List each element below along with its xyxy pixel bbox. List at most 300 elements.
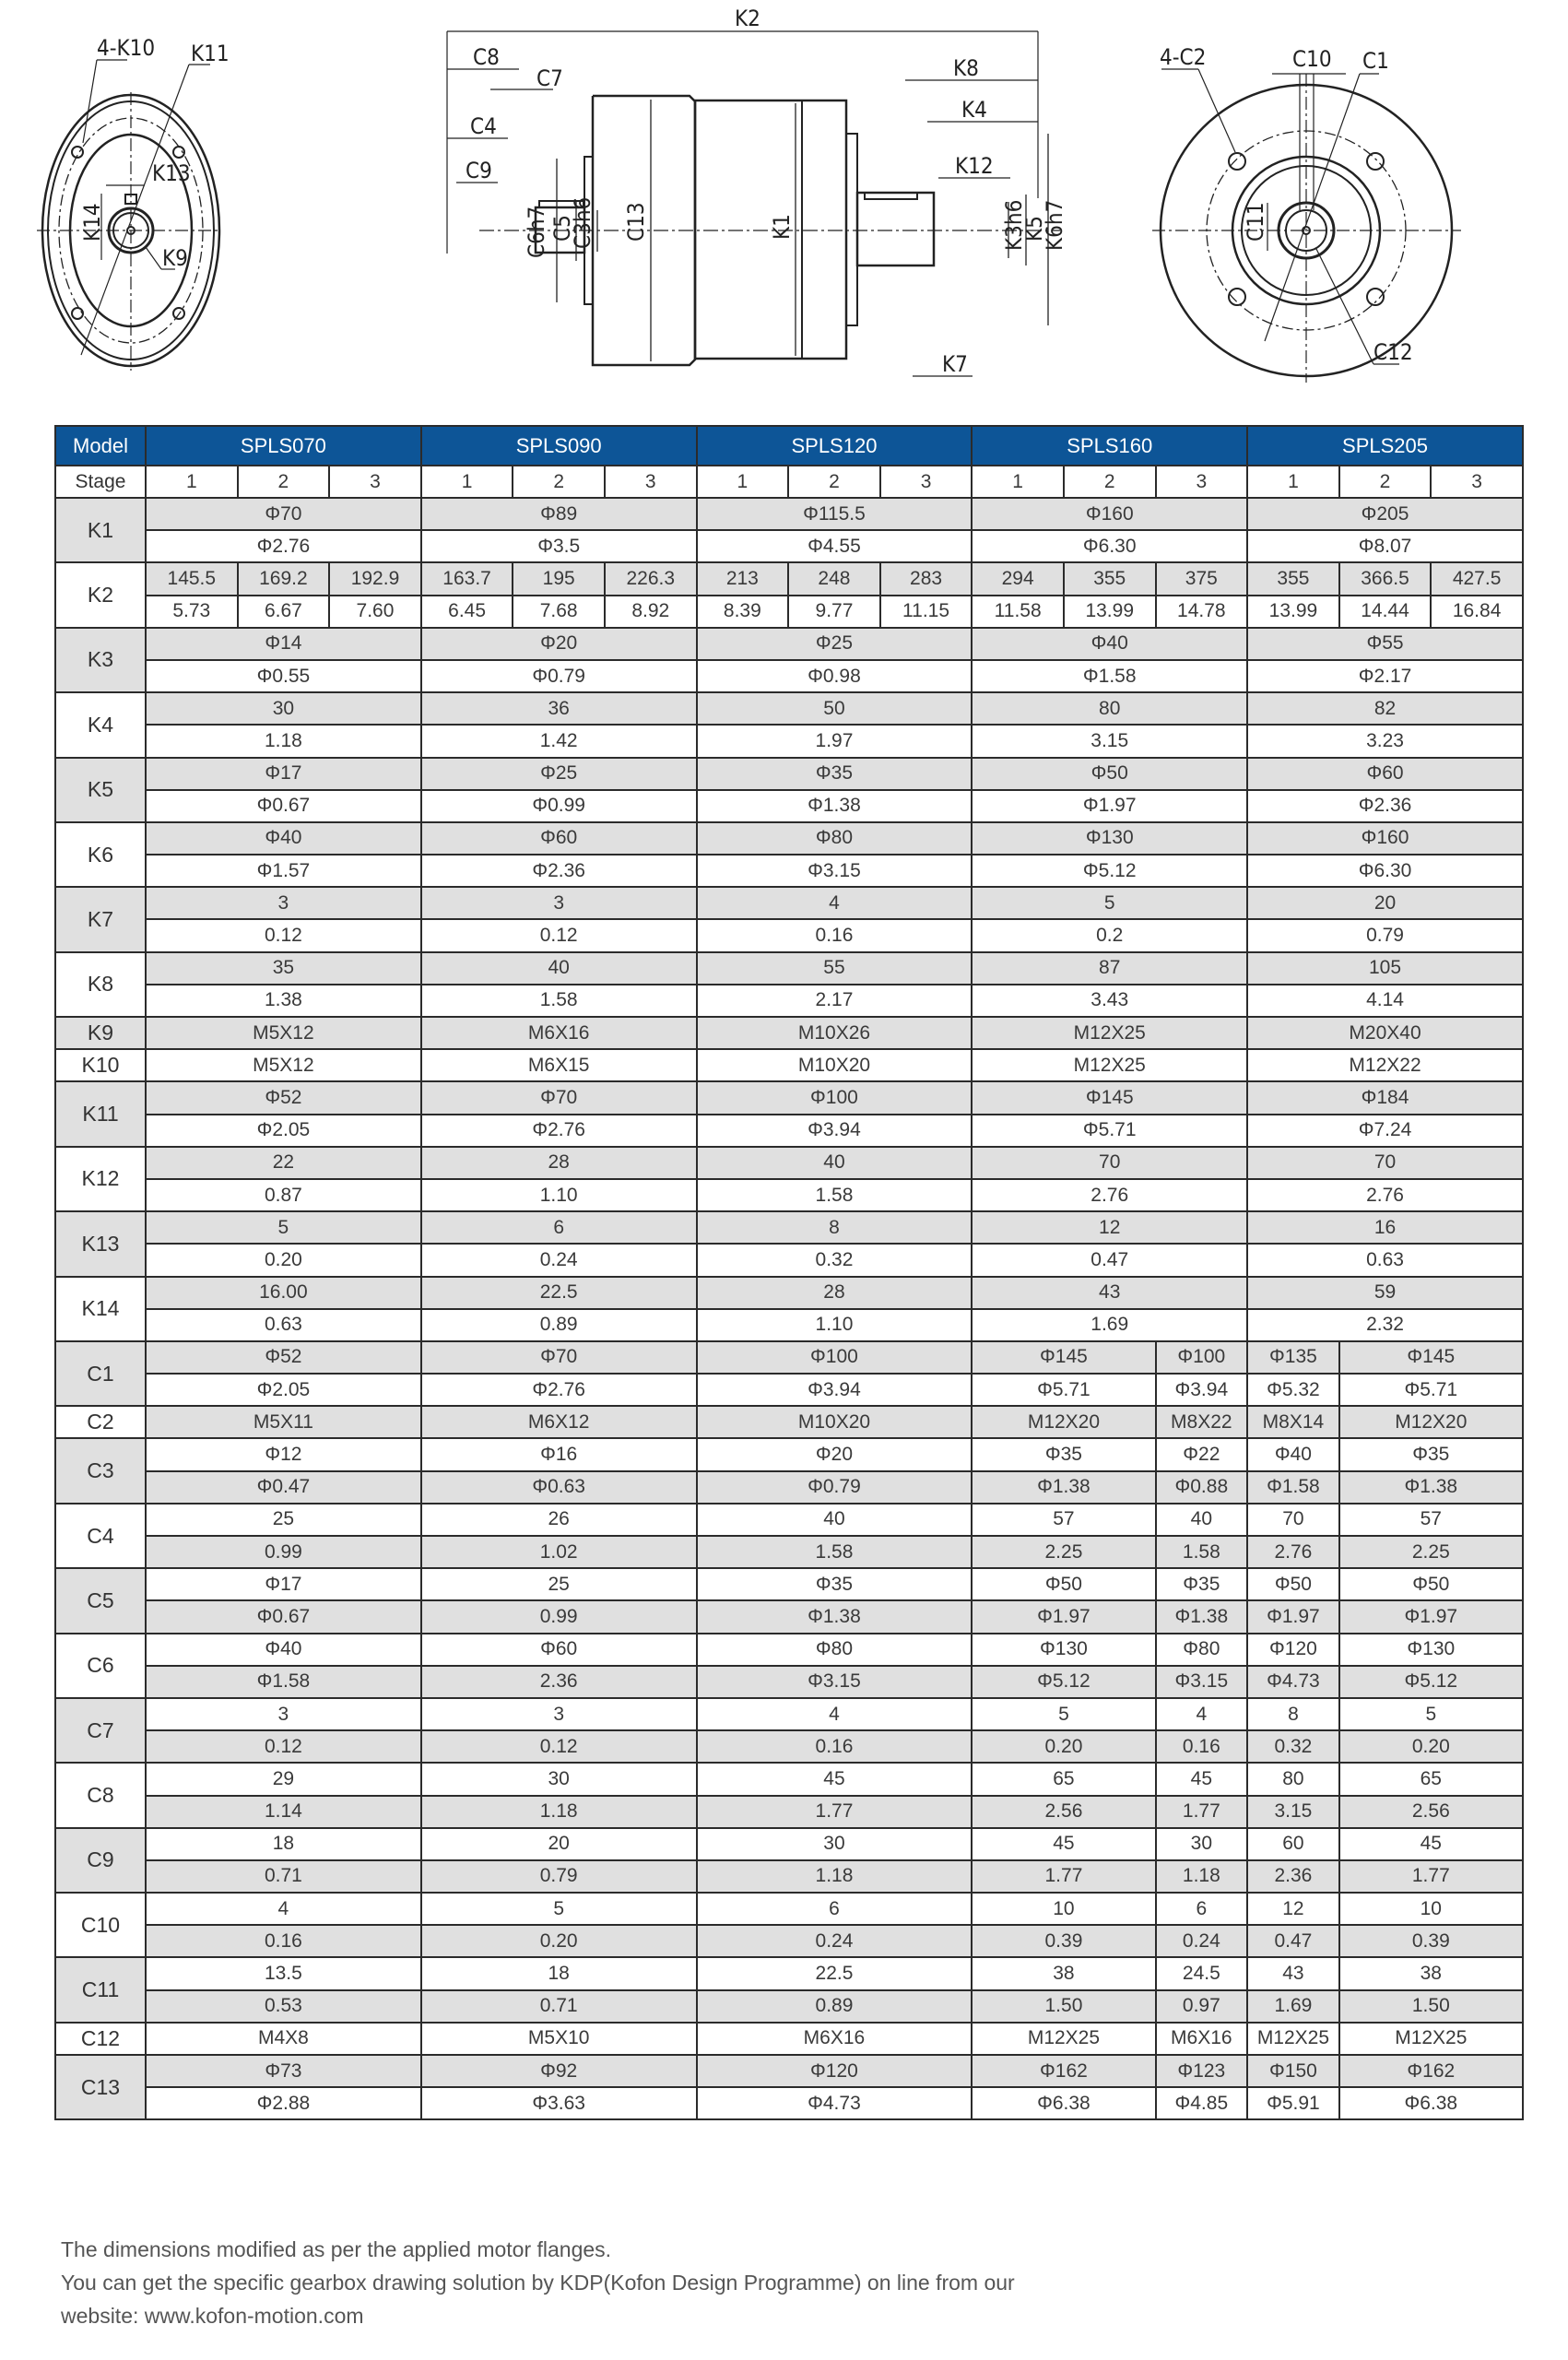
value-cell: 55 <box>697 952 973 985</box>
value-cell: 0.47 <box>972 1244 1247 1276</box>
dimension-label: C11 <box>55 1957 146 2022</box>
dim-label: C8 <box>473 44 500 70</box>
value-cell: 80 <box>1247 1763 1339 1795</box>
value-cell: 2.76 <box>1247 1179 1523 1211</box>
value-cell: Φ5.71 <box>972 1115 1247 1147</box>
value-cell: 2.56 <box>1339 1796 1523 1828</box>
table-row <box>55 1211 1523 1244</box>
table-row <box>55 692 1523 725</box>
model-label: Model <box>55 426 146 466</box>
value-cell: 213 <box>697 562 789 595</box>
dimension-label: C6 <box>55 1634 146 1698</box>
value-cell: Φ20 <box>421 628 697 660</box>
value-cell: 1.50 <box>972 1990 1155 2023</box>
stage-cell: 1 <box>972 466 1064 498</box>
dimension-label: C8 <box>55 1763 146 1827</box>
value-cell: 1.50 <box>1339 1990 1523 2023</box>
table-row <box>55 1374 1523 1406</box>
table-row <box>55 758 1523 790</box>
value-cell: 3.15 <box>972 725 1247 757</box>
value-cell: M12X25 <box>1339 2023 1523 2055</box>
dimension-label: K2 <box>55 562 146 627</box>
value-cell: 0.24 <box>1156 1925 1248 1957</box>
dim-label: C5 <box>549 215 575 242</box>
value-cell: M5X11 <box>146 1406 421 1438</box>
table-row <box>55 1115 1523 1147</box>
value-cell: 4 <box>1156 1698 1248 1730</box>
value-cell: Φ1.97 <box>972 1600 1155 1633</box>
table-row <box>55 1504 1523 1536</box>
value-cell: 10 <box>972 1893 1155 1925</box>
value-cell: Φ2.76 <box>146 530 421 562</box>
value-cell: Φ4.73 <box>697 2087 973 2119</box>
dim-label: C12 <box>1373 339 1413 365</box>
value-cell: M4X8 <box>146 2023 421 2055</box>
value-cell: 8.39 <box>697 596 789 628</box>
value-cell: 65 <box>1339 1763 1523 1795</box>
table-row <box>55 1536 1523 1568</box>
value-cell: 9.77 <box>788 596 880 628</box>
value-cell: 2.76 <box>1247 1536 1339 1568</box>
value-cell: M12X25 <box>972 1017 1247 1049</box>
value-cell: 2.56 <box>972 1796 1155 1828</box>
value-cell: 13.5 <box>146 1957 421 1989</box>
value-cell: 45 <box>1339 1828 1523 1860</box>
table-row <box>55 2087 1523 2119</box>
value-cell: 38 <box>1339 1957 1523 1989</box>
stage-cell: 1 <box>697 466 789 498</box>
value-cell: 145.5 <box>146 562 238 595</box>
value-cell: 0.99 <box>146 1536 421 1568</box>
value-cell: Φ4.55 <box>697 530 973 562</box>
value-cell: Φ3.94 <box>697 1115 973 1147</box>
value-cell: Φ0.47 <box>146 1471 421 1504</box>
value-cell: 1.58 <box>697 1179 973 1211</box>
value-cell: Φ17 <box>146 1568 421 1600</box>
right-end-view <box>1152 44 1461 383</box>
value-cell: 0.39 <box>972 1925 1155 1957</box>
value-cell: M12X25 <box>972 2023 1155 2055</box>
table-row <box>55 628 1523 660</box>
value-cell: M10X20 <box>697 1049 973 1081</box>
value-cell: 1.69 <box>1247 1990 1339 2023</box>
value-cell: M6X16 <box>697 2023 973 2055</box>
value-cell: 5 <box>972 1698 1155 1730</box>
value-cell: M6X12 <box>421 1406 697 1438</box>
stage-cell: 2 <box>788 466 880 498</box>
dim-label: K14 <box>79 203 105 242</box>
dimension-label: C2 <box>55 1406 146 1438</box>
value-cell: Φ35 <box>1339 1438 1523 1470</box>
value-cell: Φ205 <box>1247 498 1523 530</box>
value-cell: Φ145 <box>972 1081 1247 1114</box>
value-cell: 0.16 <box>697 919 973 951</box>
value-cell: 5 <box>1339 1698 1523 1730</box>
dimension-label: C9 <box>55 1828 146 1893</box>
value-cell: Φ3.63 <box>421 2087 697 2119</box>
dim-label: C3h6 <box>570 196 595 249</box>
value-cell: 0.71 <box>421 1990 697 2023</box>
value-cell: 29 <box>146 1763 421 1795</box>
table-row <box>55 1634 1523 1666</box>
value-cell: 1.42 <box>421 725 697 757</box>
table-row <box>55 1147 1523 1179</box>
value-cell: 0.16 <box>697 1730 973 1763</box>
table-row <box>55 1893 1523 1925</box>
value-cell: 14.44 <box>1339 596 1432 628</box>
value-cell: M5X12 <box>146 1017 421 1049</box>
dim-label: K1 <box>769 214 795 240</box>
table-row <box>55 985 1523 1017</box>
value-cell: 38 <box>972 1957 1155 1989</box>
value-cell: 0.16 <box>146 1925 421 1957</box>
value-cell: 3 <box>146 1698 421 1730</box>
value-cell: Φ92 <box>421 2055 697 2087</box>
table-row <box>55 530 1523 562</box>
value-cell: Φ160 <box>972 498 1247 530</box>
value-cell: Φ1.57 <box>146 855 421 887</box>
value-cell: 1.77 <box>1339 1860 1523 1893</box>
value-cell: 14.78 <box>1156 596 1248 628</box>
footer-note: The dimensions modified as per the applied motor flanges. <box>61 2237 612 2261</box>
dimension-table <box>54 425 1524 2120</box>
value-cell: 65 <box>972 1763 1155 1795</box>
value-cell: 2.76 <box>972 1179 1247 1211</box>
table-row <box>55 1081 1523 1114</box>
value-cell: 18 <box>146 1828 421 1860</box>
model-header-spls120: SPLS120 <box>697 426 973 466</box>
value-cell: 1.18 <box>146 725 421 757</box>
table-row <box>55 1730 1523 1763</box>
value-cell: Φ25 <box>421 758 697 790</box>
value-cell: Φ3.15 <box>1156 1666 1248 1698</box>
footer-note: You can get the specific gearbox drawing solution by KDP(Kofon Design Programme) on line from our <box>61 2271 1015 2295</box>
dimension-label: K7 <box>55 887 146 951</box>
dimension-label: C4 <box>55 1504 146 1568</box>
value-cell: Φ0.88 <box>1156 1471 1248 1504</box>
dimension-label: K4 <box>55 692 146 757</box>
table-row <box>55 1017 1523 1049</box>
value-cell: Φ1.38 <box>1339 1471 1523 1504</box>
stage-cell: 3 <box>329 466 421 498</box>
value-cell: Φ1.38 <box>972 1471 1155 1504</box>
model-header-spls205: SPLS205 <box>1247 426 1523 466</box>
value-cell: 366.5 <box>1339 562 1432 595</box>
value-cell: 1.58 <box>697 1536 973 1568</box>
value-cell: 1.97 <box>697 725 973 757</box>
value-cell: 16 <box>1247 1211 1523 1244</box>
value-cell: Φ120 <box>697 2055 973 2087</box>
table-body <box>55 498 1523 2119</box>
value-cell: 0.71 <box>146 1860 421 1893</box>
value-cell: Φ0.98 <box>697 660 973 692</box>
value-cell: Φ130 <box>1339 1634 1523 1666</box>
dim-label: K5 <box>1021 216 1047 242</box>
value-cell: 105 <box>1247 952 1523 985</box>
value-cell: M12X25 <box>1247 2023 1339 2055</box>
table-row <box>55 1471 1523 1504</box>
value-cell: 43 <box>972 1277 1247 1309</box>
value-cell: Φ100 <box>1156 1341 1248 1374</box>
value-cell: 0.32 <box>697 1244 973 1276</box>
value-cell: 40 <box>421 952 697 985</box>
value-cell: M12X25 <box>972 1049 1247 1081</box>
value-cell: Φ1.97 <box>1339 1600 1523 1633</box>
value-cell: 80 <box>972 692 1247 725</box>
value-cell: 5 <box>146 1211 421 1244</box>
value-cell: Φ115.5 <box>697 498 973 530</box>
table-row <box>55 1179 1523 1211</box>
value-cell: 0.47 <box>1247 1925 1339 1957</box>
value-cell: Φ100 <box>697 1341 973 1374</box>
value-cell: 1.58 <box>1156 1536 1248 1568</box>
stage-cell: 2 <box>513 466 605 498</box>
value-cell: Φ184 <box>1247 1081 1523 1114</box>
value-cell: 3.15 <box>1247 1796 1339 1828</box>
value-cell: 226.3 <box>605 562 697 595</box>
value-cell: Φ5.32 <box>1247 1374 1339 1406</box>
value-cell: 45 <box>972 1828 1155 1860</box>
value-cell: 0.20 <box>421 1925 697 1957</box>
value-cell: 28 <box>421 1147 697 1179</box>
value-cell: Φ145 <box>1339 1341 1523 1374</box>
value-cell: Φ120 <box>1247 1634 1339 1666</box>
value-cell: Φ4.73 <box>1247 1666 1339 1698</box>
value-cell: 59 <box>1247 1277 1523 1309</box>
value-cell: Φ7.24 <box>1247 1115 1523 1147</box>
table-row <box>55 1763 1523 1795</box>
value-cell: 2.36 <box>1247 1860 1339 1893</box>
table-row <box>55 562 1523 595</box>
value-cell: Φ80 <box>697 1634 973 1666</box>
value-cell: Φ35 <box>972 1438 1155 1470</box>
value-cell: 0.12 <box>146 919 421 951</box>
dimension-label: C5 <box>55 1568 146 1633</box>
value-cell: Φ1.58 <box>146 1666 421 1698</box>
value-cell: Φ5.71 <box>972 1374 1155 1406</box>
value-cell: Φ6.38 <box>972 2087 1155 2119</box>
dimension-label: C13 <box>55 2055 146 2119</box>
value-cell: Φ123 <box>1156 2055 1248 2087</box>
table-row <box>55 822 1523 855</box>
dim-label: C13 <box>623 202 649 242</box>
value-cell: 3 <box>421 1698 697 1730</box>
value-cell: M5X12 <box>146 1049 421 1081</box>
value-cell: 195 <box>513 562 605 595</box>
value-cell: 7.60 <box>329 596 421 628</box>
value-cell: 0.79 <box>421 1860 697 1893</box>
value-cell: 5 <box>421 1893 697 1925</box>
value-cell: Φ2.36 <box>1247 790 1523 822</box>
value-cell: Φ1.97 <box>972 790 1247 822</box>
value-cell: 169.2 <box>238 562 330 595</box>
table-row <box>55 887 1523 919</box>
value-cell: 6.67 <box>238 596 330 628</box>
value-cell: 0.24 <box>697 1925 973 1957</box>
dimension-label: K9 <box>55 1017 146 1049</box>
table-row <box>55 1796 1523 1828</box>
dimension-label: K13 <box>55 1211 146 1276</box>
value-cell: Φ2.88 <box>146 2087 421 2119</box>
value-cell: 20 <box>421 1828 697 1860</box>
value-cell: M10X20 <box>697 1406 973 1438</box>
value-cell: Φ162 <box>972 2055 1155 2087</box>
value-cell: 57 <box>972 1504 1155 1536</box>
value-cell: 30 <box>146 692 421 725</box>
value-cell: 60 <box>1247 1828 1339 1860</box>
value-cell: 3.43 <box>972 985 1247 1017</box>
stage-cell: 1 <box>146 466 238 498</box>
value-cell: 70 <box>972 1147 1247 1179</box>
side-view <box>447 6 1067 377</box>
value-cell: 1.77 <box>697 1796 973 1828</box>
value-cell: 1.77 <box>972 1860 1155 1893</box>
value-cell: 35 <box>146 952 421 985</box>
value-cell: 294 <box>972 562 1064 595</box>
value-cell: M10X26 <box>697 1017 973 1049</box>
dim-label: K9 <box>162 245 188 271</box>
value-cell: Φ50 <box>1339 1568 1523 1600</box>
table-row <box>55 1568 1523 1600</box>
dim-label: K6h7 <box>1042 199 1067 251</box>
value-cell: 1.18 <box>1156 1860 1248 1893</box>
dimension-label: C12 <box>55 2023 146 2055</box>
value-cell: Φ14 <box>146 628 421 660</box>
value-cell: Φ70 <box>421 1081 697 1114</box>
value-cell: Φ6.30 <box>972 530 1247 562</box>
value-cell: M6X15 <box>421 1049 697 1081</box>
value-cell: 26 <box>421 1504 697 1536</box>
value-cell: 4 <box>697 1698 973 1730</box>
value-cell: Φ73 <box>146 2055 421 2087</box>
table-row <box>55 1277 1523 1309</box>
value-cell: 28 <box>697 1277 973 1309</box>
value-cell: 20 <box>1247 887 1523 919</box>
value-cell: 4.14 <box>1247 985 1523 1017</box>
value-cell: 0.99 <box>421 1600 697 1633</box>
value-cell: 0.12 <box>421 1730 697 1763</box>
value-cell: 375 <box>1156 562 1248 595</box>
value-cell: 2.36 <box>421 1666 697 1698</box>
value-cell: Φ1.58 <box>1247 1471 1339 1504</box>
dimension-label: K8 <box>55 952 146 1017</box>
value-cell: 22 <box>146 1147 421 1179</box>
value-cell: Φ130 <box>972 822 1247 855</box>
footer-notes <box>61 2233 1015 2332</box>
value-cell: 1.69 <box>972 1309 1247 1341</box>
value-cell: Φ2.36 <box>421 855 697 887</box>
value-cell: 1.10 <box>421 1179 697 1211</box>
dim-label: 4-C2 <box>1160 44 1207 70</box>
value-cell: M20X40 <box>1247 1017 1523 1049</box>
value-cell: Φ2.76 <box>421 1115 697 1147</box>
value-cell: Φ0.79 <box>421 660 697 692</box>
value-cell: Φ55 <box>1247 628 1523 660</box>
value-cell: Φ40 <box>146 822 421 855</box>
value-cell: Φ50 <box>972 758 1247 790</box>
value-cell: Φ22 <box>1156 1438 1248 1470</box>
dim-label: C10 <box>1292 46 1332 72</box>
value-cell: 283 <box>880 562 973 595</box>
table-row <box>55 596 1523 628</box>
stage-cell: 3 <box>1156 466 1248 498</box>
value-cell: Φ1.38 <box>1156 1600 1248 1633</box>
value-cell: Φ145 <box>972 1341 1155 1374</box>
value-cell: Φ35 <box>697 758 973 790</box>
value-cell: Φ0.55 <box>146 660 421 692</box>
value-cell: Φ3.15 <box>697 1666 973 1698</box>
value-cell: 8 <box>697 1211 973 1244</box>
value-cell: 13.99 <box>1064 596 1156 628</box>
value-cell: 13.99 <box>1247 596 1339 628</box>
dim-label: K13 <box>152 160 191 186</box>
value-cell: 10 <box>1339 1893 1523 1925</box>
value-cell: 43 <box>1247 1957 1339 1989</box>
value-cell: 5.73 <box>146 596 238 628</box>
stage-cell: 1 <box>421 466 513 498</box>
value-cell: 11.15 <box>880 596 973 628</box>
value-cell: Φ70 <box>421 1341 697 1374</box>
value-cell: Φ0.67 <box>146 1600 421 1633</box>
value-cell: 24.5 <box>1156 1957 1248 1989</box>
value-cell: Φ16 <box>421 1438 697 1470</box>
value-cell: Φ1.58 <box>972 660 1247 692</box>
value-cell: 248 <box>788 562 880 595</box>
model-header-spls070: SPLS070 <box>146 426 421 466</box>
value-cell: Φ150 <box>1247 2055 1339 2087</box>
value-cell: 3.23 <box>1247 725 1523 757</box>
value-cell: Φ8.07 <box>1247 530 1523 562</box>
value-cell: 1.18 <box>697 1860 973 1893</box>
value-cell: 2.32 <box>1247 1309 1523 1341</box>
value-cell: Φ40 <box>1247 1438 1339 1470</box>
table-row <box>55 1341 1523 1374</box>
value-cell: 40 <box>1156 1504 1248 1536</box>
value-cell: Φ2.05 <box>146 1374 421 1406</box>
model-header-spls090: SPLS090 <box>421 426 697 466</box>
stage-label: Stage <box>55 466 146 498</box>
value-cell: Φ70 <box>146 498 421 530</box>
table-row <box>55 1049 1523 1081</box>
table-row <box>55 1957 1523 1989</box>
value-cell: 70 <box>1247 1147 1523 1179</box>
table-row <box>55 660 1523 692</box>
value-cell: Φ160 <box>1247 822 1523 855</box>
value-cell: Φ1.38 <box>697 1600 973 1633</box>
value-cell: 0.16 <box>1156 1730 1248 1763</box>
value-cell: 5 <box>972 887 1247 919</box>
table-row <box>55 1860 1523 1893</box>
value-cell: 3 <box>421 887 697 919</box>
dimension-label: K6 <box>55 822 146 887</box>
value-cell: 0.12 <box>146 1730 421 1763</box>
table-row <box>55 855 1523 887</box>
value-cell: 16.00 <box>146 1277 421 1309</box>
stage-cell: 2 <box>1064 466 1156 498</box>
value-cell: Φ80 <box>697 822 973 855</box>
value-cell: 1.02 <box>421 1536 697 1568</box>
value-cell: Φ50 <box>972 1568 1155 1600</box>
table-row <box>55 725 1523 757</box>
value-cell: 4 <box>697 887 973 919</box>
stage-row <box>55 466 1523 498</box>
dimension-label: C1 <box>55 1341 146 1406</box>
value-cell: 1.58 <box>421 985 697 1017</box>
value-cell: M12X20 <box>1339 1406 1523 1438</box>
value-cell: Φ3.15 <box>697 855 973 887</box>
value-cell: Φ1.97 <box>1247 1600 1339 1633</box>
table-row <box>55 1990 1523 2023</box>
